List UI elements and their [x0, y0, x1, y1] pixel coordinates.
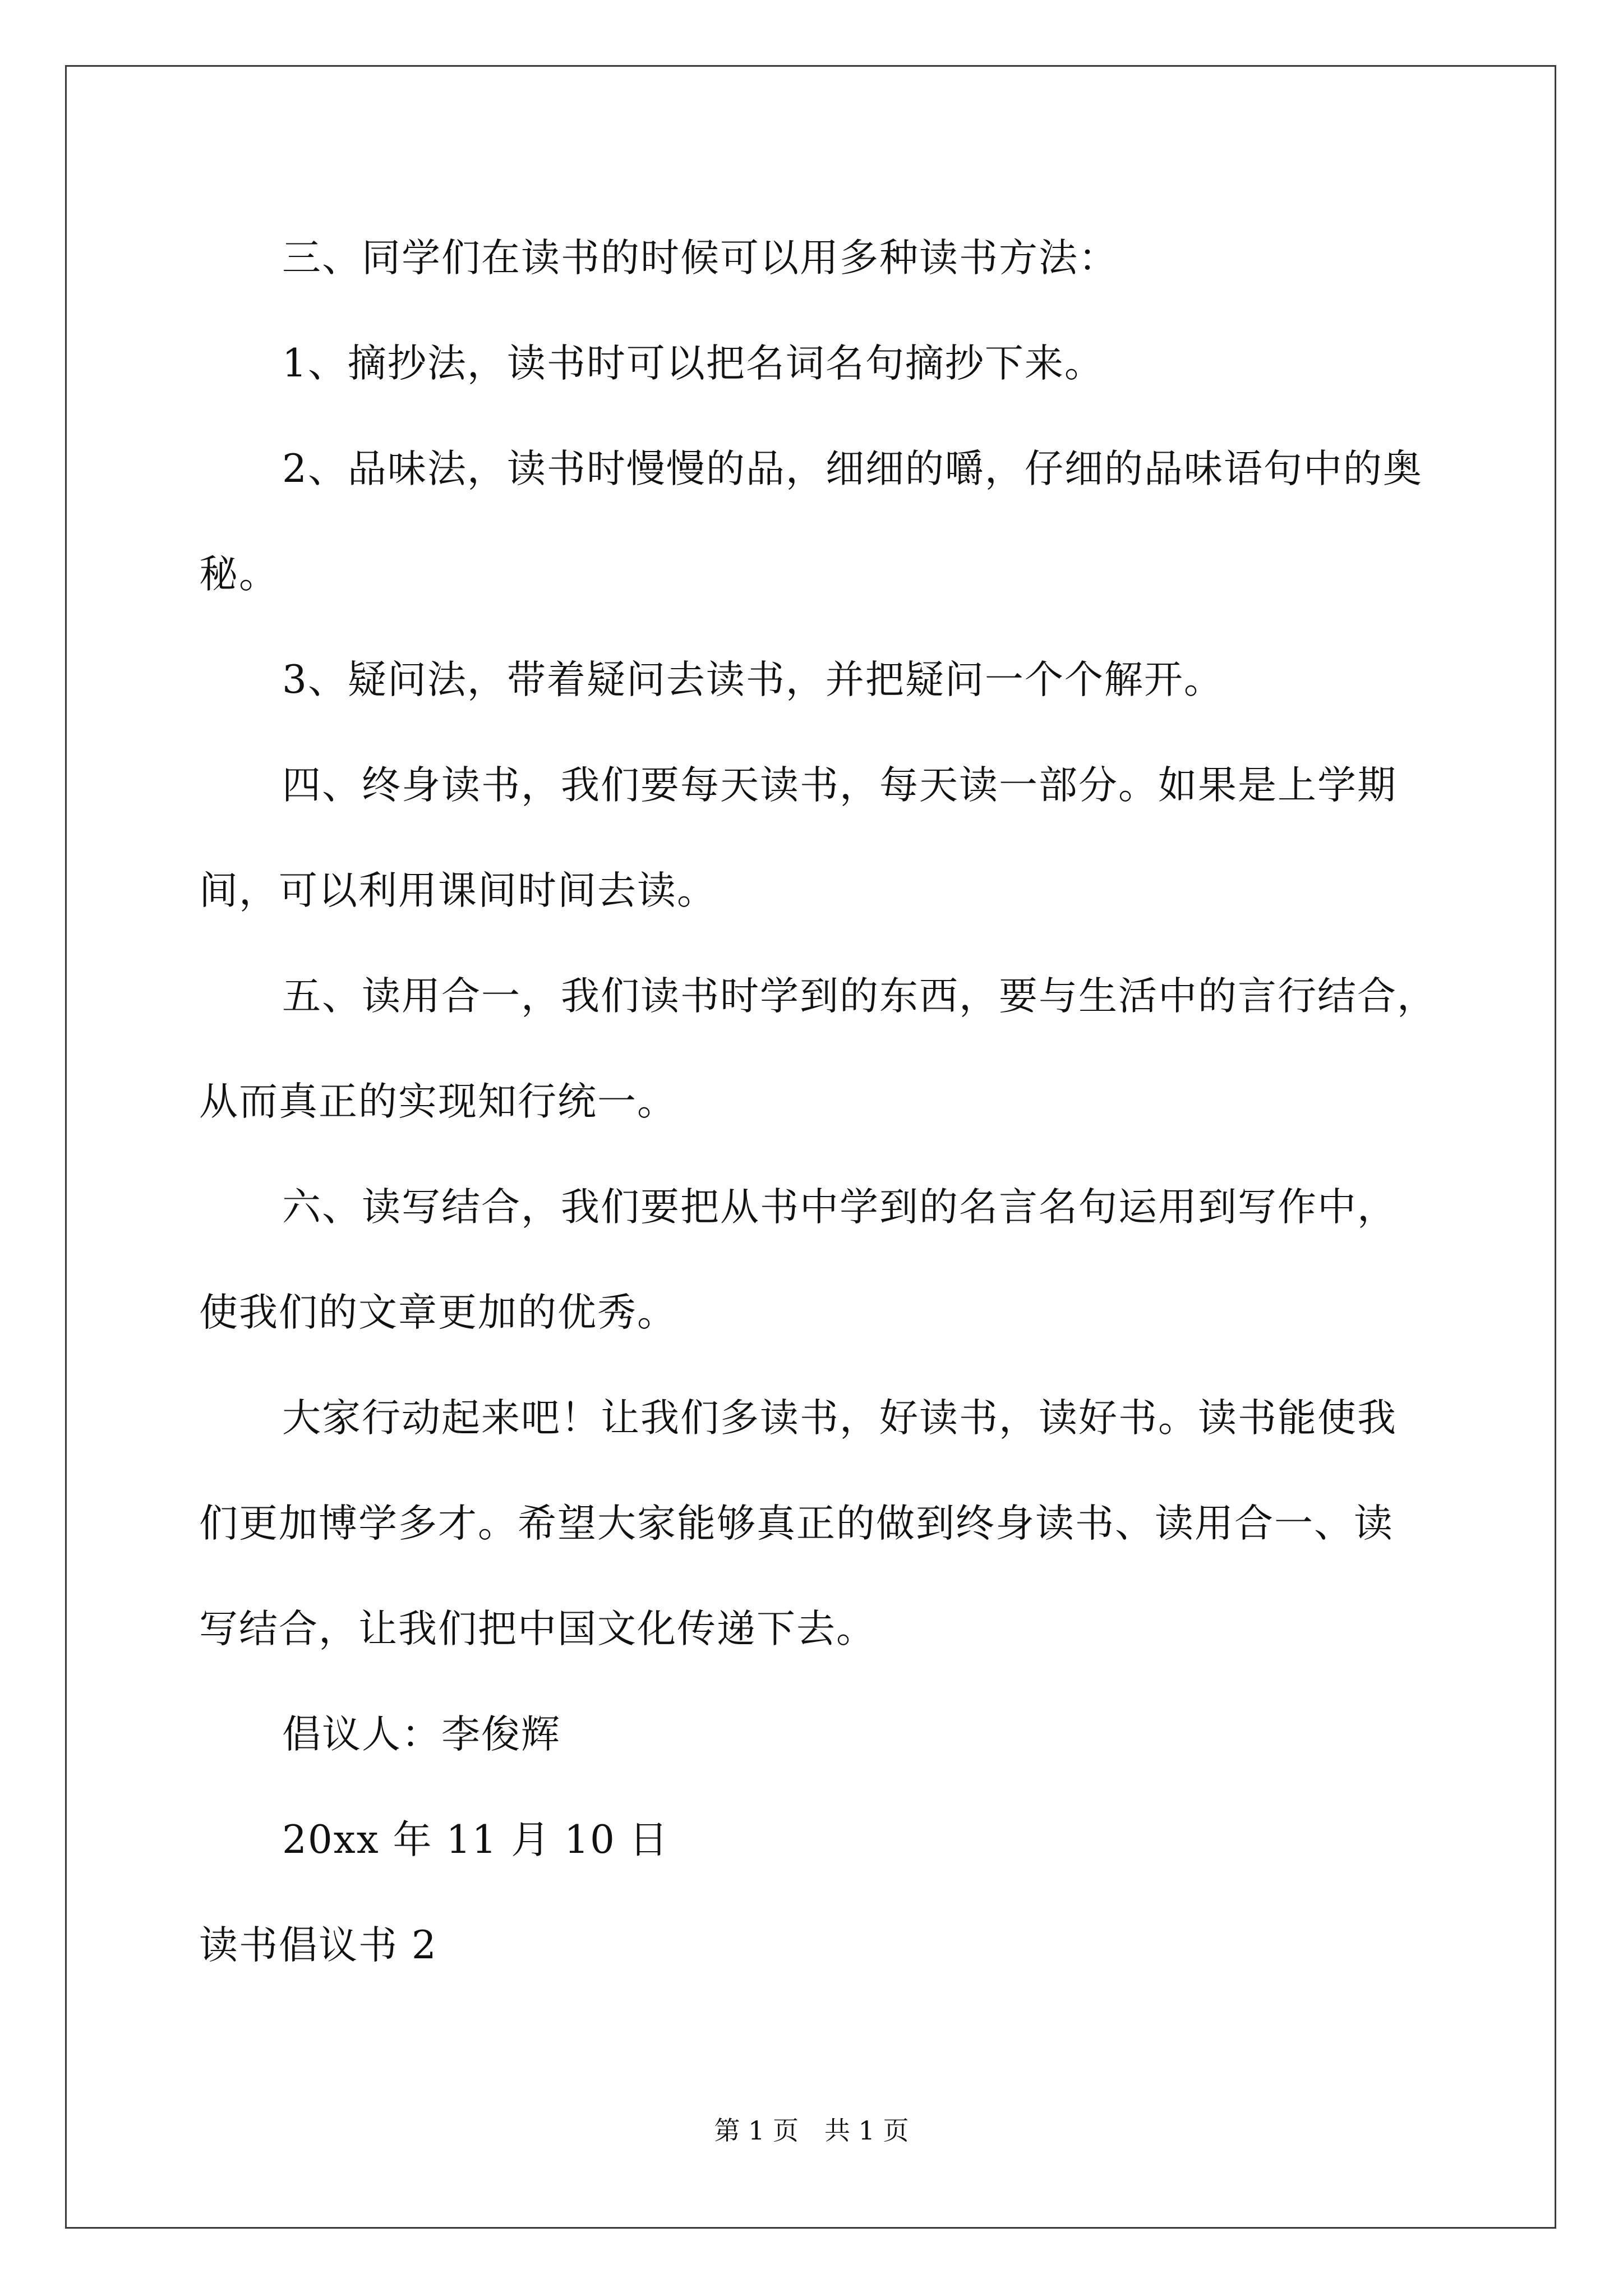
signature-line: 倡议人：李俊辉	[282, 1712, 561, 1757]
paragraph-line: 间，可以利用课间时间去读。	[199, 868, 717, 913]
paragraph-line: 3、疑问法，带着疑问去读书，并把疑问一个个解开。	[282, 657, 1224, 702]
paragraph-line: 2、品味法，读书时慢慢的品，细细的嚼，仔细的品味语句中的奥	[282, 447, 1423, 491]
paragraph-line: 六、读写结合，我们要把从书中学到的名言名句运用到写作中，	[282, 1185, 1397, 1230]
paragraph-line: 从而真正的实现知行统一。	[199, 1079, 677, 1124]
section-heading: 读书倡议书 2	[199, 1923, 437, 1968]
paragraph-line: 1、摘抄法，读书时可以把名词名句摘抄下来。	[282, 341, 1104, 386]
date-line: 20xx 年 11 月 10 日	[282, 1818, 669, 1862]
page-number-footer: 第 1 页 共 1 页	[714, 2115, 909, 2146]
paragraph-line: 五、读用合一，我们读书时学到的东西，要与生活中的言行结合，	[282, 974, 1437, 1019]
paragraph-line: 使我们的文章更加的优秀。	[199, 1290, 677, 1335]
paragraph-line: 写结合，让我们把中国文化传递下去。	[199, 1607, 876, 1651]
page-border	[65, 65, 1556, 2229]
paragraph-line: 秘。	[199, 552, 279, 597]
paragraph-line: 四、终身读书，我们要每天读书，每天读一部分。如果是上学期	[282, 763, 1397, 808]
paragraph-line: 大家行动起来吧！让我们多读书，好读书，读好书。读书能使我	[282, 1396, 1397, 1441]
paragraph-line: 们更加博学多才。希望大家能够真正的做到终身读书、读用合一、读	[199, 1501, 1394, 1546]
paragraph-line: 三、同学们在读书的时候可以用多种读书方法：	[282, 236, 1118, 280]
